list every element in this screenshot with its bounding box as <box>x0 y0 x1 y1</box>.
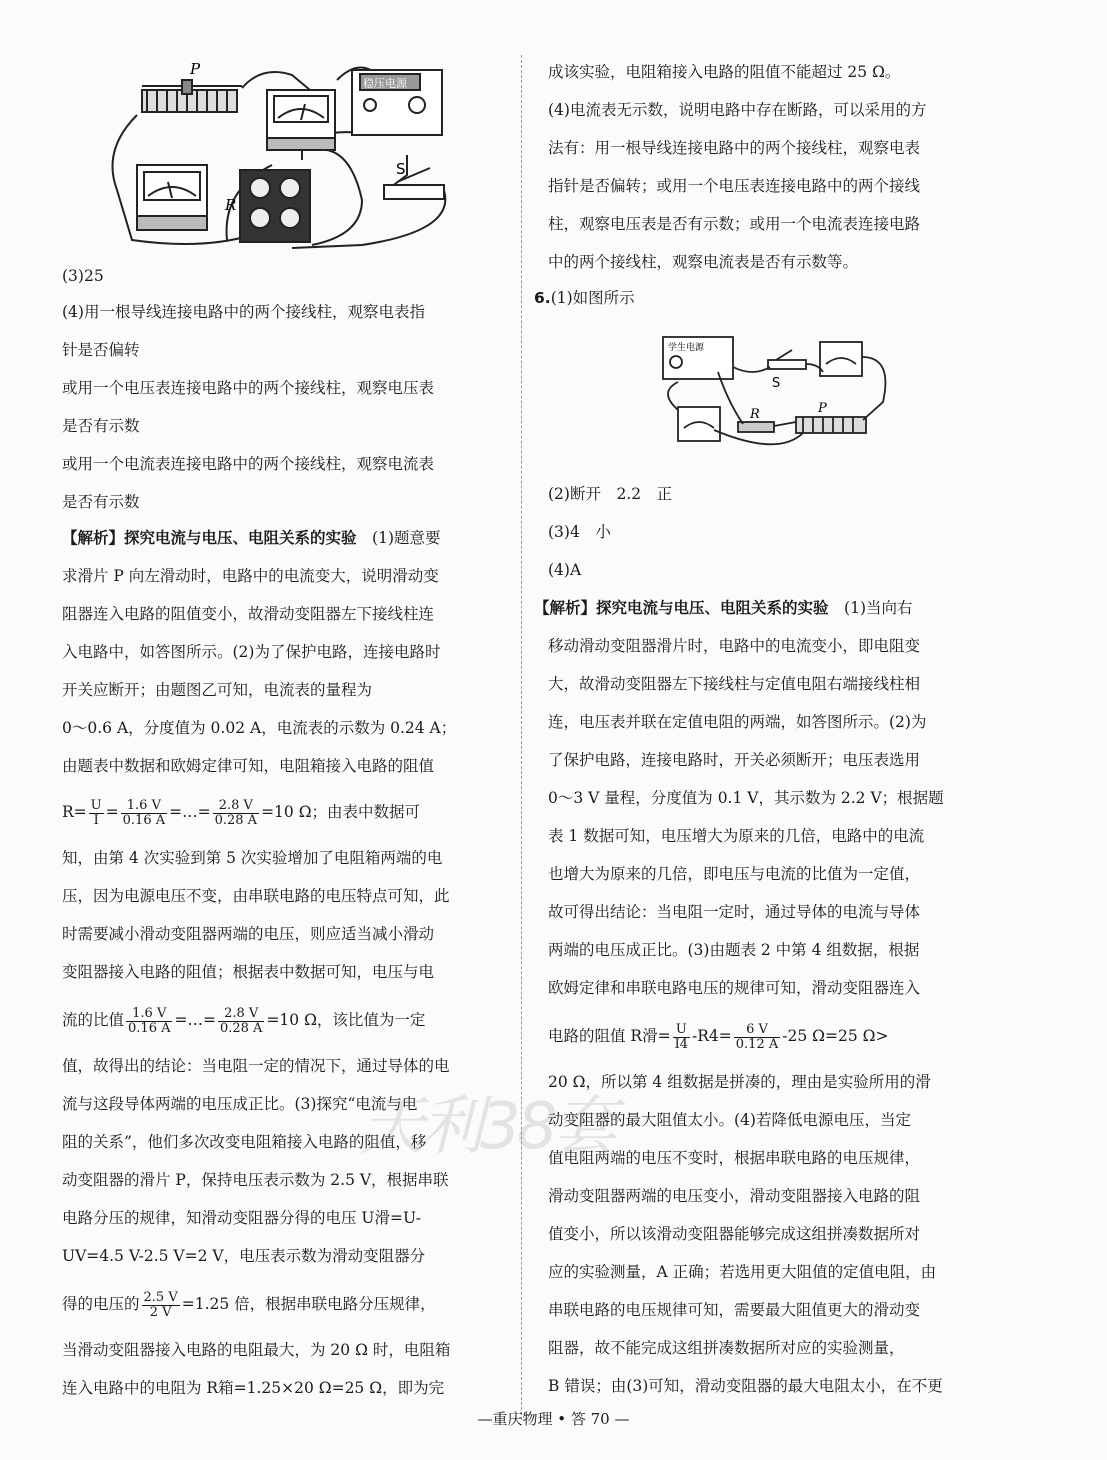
circuit-figure-1 <box>62 60 482 255</box>
fig2-label-r: R <box>750 407 760 422</box>
analysis-line: 了保护电路，连接电路时，开关必须断开；电压表选用 <box>548 751 921 769</box>
analysis-line: 阻的关系”，他们多次改变电阻箱接入电路的阻值，移 <box>62 1133 427 1151</box>
analysis-line: 两端的电压成正比。(3)由题表 2 中第 4 组数据，根据 <box>548 941 920 959</box>
analysis-line: 动变阻器的最大阻值太小。(4)若降低电源电压，当定 <box>548 1111 911 1129</box>
column-divider <box>521 55 522 1420</box>
formula-line <box>62 796 420 828</box>
answer-6-3: (3)4 小 <box>548 523 611 541</box>
numerator: 2.8 V <box>213 799 259 814</box>
formula-text: R= <box>62 803 87 821</box>
analysis-line: 值电阻两端的电压不变时，根据串联电路的电压规律， <box>548 1149 921 1167</box>
numerator: U <box>90 797 102 813</box>
fraction <box>734 1023 780 1052</box>
analysis-line: 滑动变阻器两端的电压变小，滑动变阻器接入电路的阻 <box>548 1187 921 1205</box>
denominator: 0.16 A <box>128 1020 171 1036</box>
analysis-line: B 错误；由(3)可知，滑动变阻器的最大电阻太小，在不更 <box>548 1377 943 1395</box>
denominator: 0.28 A <box>219 1020 263 1036</box>
denominator: 0.12 A <box>735 1036 779 1052</box>
analysis-line: 电路分压的规律，知滑动变阻器分得的电压 U滑=U- <box>62 1209 422 1227</box>
analysis-line: 也增大为原来的几倍，即电压与电流的比值为一定值， <box>548 865 921 883</box>
analysis-line <box>62 528 441 548</box>
analysis-line: 求滑片 P 向左滑动时，电路中的电流变大，说明滑动变 <box>62 567 439 585</box>
answer-6-2: (2)断开 2.2 正 <box>548 485 673 503</box>
numerator: 1.6 V <box>126 1007 172 1022</box>
denominator: 2 V <box>149 1304 172 1320</box>
analysis-text: (1)当向右 <box>844 599 913 617</box>
watermark-logo: 天利38套 <box>360 1090 614 1164</box>
analysis-line: 压，因为电源电压不变，由串联电路的电压特点可知，此 <box>62 887 450 905</box>
formula-text: 流的比值 <box>62 1011 125 1029</box>
analysis-line: 故可得出结论：当电阻一定时，通过导体的电流与导体 <box>548 903 921 921</box>
answer-3: (3)25 <box>62 267 104 285</box>
fraction <box>121 799 167 828</box>
answer-4-line: 或用一个电压表连接电路中的两个接线柱，观察电压表 <box>62 379 435 397</box>
fig1-label-s: S <box>396 160 406 178</box>
question-6-heading <box>534 288 635 308</box>
analysis-line: 动变阻器的滑片 P，保持电压表示数为 2.5 V，根据串联 <box>62 1171 449 1189</box>
fig2-label-s: S <box>772 376 781 391</box>
analysis-line: 20 Ω，所以第 4 组数据是拼凑的，理由是实验所用的滑 <box>548 1073 931 1091</box>
fraction <box>218 1007 264 1036</box>
analysis-line: 值变小，所以该滑动变阻器能够完成这组拼凑数据所对 <box>548 1225 921 1243</box>
analysis-text: (1)题意要 <box>372 529 441 547</box>
right-line: 法有：用一根导线连接电路中的两个接线柱，观察电表 <box>548 139 921 157</box>
analysis-line: 开关应断开；由题图乙可知，电流表的量程为 <box>62 681 373 699</box>
analysis-line: 连入电路中的电阻为 R箱=1.25×20 Ω=25 Ω，即为完 <box>62 1379 445 1397</box>
analysis-line <box>534 598 913 618</box>
fraction <box>142 1291 180 1320</box>
analysis-line: 大，故滑动变阻器左下接线柱与定值电阻右端接线柱相 <box>548 675 921 693</box>
fig2-label-power: 学生电源 <box>668 343 705 353</box>
analysis-line: 移动滑动变阻器滑片时，电路中的电流变小，即电阻变 <box>548 637 921 655</box>
formula-text: =10 Ω；由表中数据可 <box>261 803 421 821</box>
formula-text: =…= <box>174 1011 216 1029</box>
denominator: 0.28 A <box>214 812 258 828</box>
answer-4-line: (4)用一根导线连接电路中的两个接线柱，观察电表指 <box>62 303 425 321</box>
right-line: 中的两个接线柱，观察电流表是否有示数等。 <box>548 253 859 271</box>
answer-6-4: (4)A <box>548 561 582 579</box>
analysis-line: 时需要减小滑动变阻器两端的电压，则应适当减小滑动 <box>62 925 435 943</box>
analysis-line: 值，故得出的结论：当电阻一定的情况下，通过导体的电 <box>62 1057 450 1075</box>
answer-4-line: 是否有示数 <box>62 493 140 511</box>
right-line: 成该实验，电阻箱接入电路的阻值不能超过 25 Ω。 <box>548 63 901 81</box>
formula-text: = <box>105 803 119 821</box>
answer-4-line: 是否有示数 <box>62 417 140 435</box>
answer-4-line: 针是否偏转 <box>62 341 140 359</box>
numerator: 6 V <box>734 1023 780 1038</box>
analysis-line: 流与这段导体两端的电压成正比。(3)探究“电流与电 <box>62 1095 418 1113</box>
analysis-line: 串联电路的电压规律可知，需要最大阻值更大的滑动变 <box>548 1301 921 1319</box>
analysis-line: 由题表中数据和欧姆定律可知，电阻箱接入电路的阻值 <box>62 757 435 775</box>
fraction <box>126 1007 172 1036</box>
formula-text: =1.25 倍，根据串联电路分压规律， <box>181 1295 436 1313</box>
denominator: I <box>93 812 99 828</box>
right-line: 柱，观察电压表是否有示数；或用一个电流表连接电路 <box>548 215 921 233</box>
formula-text: =10 Ω，该比值为一定 <box>266 1011 426 1029</box>
formula-line <box>548 1020 888 1052</box>
fraction <box>673 1023 690 1052</box>
analysis-line: 入电路中，如答图所示。(2)为了保护电路，连接电路时 <box>62 643 441 661</box>
numerator: 1.6 V <box>121 799 167 814</box>
right-line: 指针是否偏转；或用一个电压表连接电路中的两个接线 <box>548 177 921 195</box>
analysis-line: 阻器，故不能完成这组拼凑数据所对应的实验测量， <box>548 1339 905 1357</box>
numerator: 2.8 V <box>218 1007 264 1022</box>
formula-text: =…= <box>169 803 211 821</box>
formula-text: -R4= <box>692 1027 732 1045</box>
right-line: (4)电流表无示数，说明电路中存在断路，可以采用的方 <box>548 101 927 119</box>
fraction <box>213 799 259 828</box>
analysis-line: UV=4.5 V-2.5 V=2 V，电压表示数为滑动变阻器分 <box>62 1247 426 1265</box>
formula-text: 电路的阻值 R滑= <box>548 1027 671 1045</box>
analysis-line: 阻器连入电路的阻值变小，故滑动变阻器左下接线柱连 <box>62 605 435 623</box>
analysis-line: 0～0.6 A，分度值为 0.02 A，电流表的示数为 0.24 A； <box>62 719 457 737</box>
formula-line <box>62 1288 436 1320</box>
question-text: (1)如图所示 <box>550 289 635 307</box>
numerator: U <box>673 1023 690 1038</box>
fig2-label-p: P <box>818 401 827 416</box>
analysis-line: 变阻器接入电路的阻值；根据表中数据可知，电压与电 <box>62 963 435 981</box>
analysis-tag: 【解析】探究电流与电压、电阻关系的实验 <box>62 529 357 547</box>
formula-text: -25 Ω=25 Ω> <box>782 1027 889 1045</box>
formula-line <box>62 1004 425 1036</box>
formula-text: 得的电压的 <box>62 1295 140 1313</box>
answer-4-line: 或用一个电流表连接电路中的两个接线柱，观察电流表 <box>62 455 435 473</box>
denominator: I4 <box>674 1036 688 1052</box>
analysis-tag: 【解析】探究电流与电压、电阻关系的实验 <box>534 599 829 617</box>
analysis-line: 当滑动变阻器接入电路的电阻最大，为 20 Ω 时，电阻箱 <box>62 1341 451 1359</box>
analysis-line: 0～3 V 量程，分度值为 0.1 V，其示数为 2.2 V；根据题 <box>548 789 944 807</box>
analysis-line: 连，电压表并联在定值电阻的两端，如答图所示。(2)为 <box>548 713 927 731</box>
fraction <box>89 799 104 828</box>
analysis-line: 应的实验测量，A 正确；若选用更大阻值的定值电阻，由 <box>548 1263 937 1281</box>
fig1-label-r: R <box>225 196 237 214</box>
analysis-line: 知，由第 4 次实验到第 5 次实验增加了电阻箱两端的电 <box>62 849 443 867</box>
numerator: 2.5 V <box>143 1289 178 1305</box>
page-footer: —重庆物理 • 答 70 — <box>477 1410 630 1428</box>
fig1-label-power: 稳压电源 <box>363 77 407 90</box>
fig1-label-p: P <box>190 60 201 78</box>
analysis-line: 表 1 数据可知，电压增大为原来的几倍，电路中的电流 <box>548 827 925 845</box>
circuit-figure-2 <box>658 322 918 457</box>
analysis-line: 欧姆定律和串联电路电压的规律可知，滑动变阻器连入 <box>548 979 921 997</box>
denominator: 0.16 A <box>122 812 166 828</box>
question-number: 6. <box>534 289 551 307</box>
